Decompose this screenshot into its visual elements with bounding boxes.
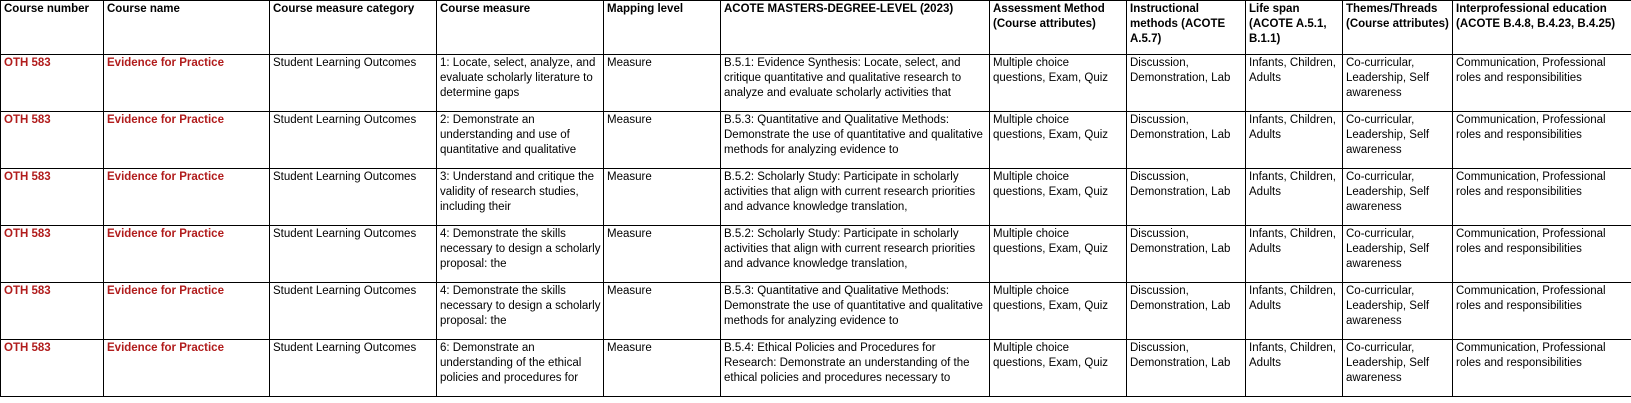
instructional-text: Discussion, Demonstration, Lab [1130,171,1231,198]
category-text: Student Learning Outcomes [273,228,417,240]
assessment-text: Multiple choice questions, Exam, Quiz [993,171,1109,198]
cell-category[interactable] [270,283,437,340]
course-name-text: Evidence for Practice [107,342,224,354]
cell-measure[interactable] [437,112,604,169]
header-life-span[interactable]: Life span (ACOTE A.5.1, B.1.1) [1246,1,1343,55]
cell-mapping-level[interactable] [604,226,721,283]
course-name-text: Evidence for Practice [107,171,224,183]
course-name-text: Evidence for Practice [107,228,224,240]
table-row [1,283,1631,340]
cell-themes[interactable] [1343,226,1453,283]
cell-lifespan[interactable] [1246,112,1343,169]
cell-lifespan[interactable] [1246,340,1343,397]
category-text: Student Learning Outcomes [273,171,417,183]
header-course-measure[interactable]: Course measure [437,1,604,55]
cell-measure[interactable] [437,340,604,397]
mapping-level-text: Measure [607,114,652,126]
cell-instructional[interactable] [1127,340,1246,397]
cell-themes[interactable] [1343,55,1453,112]
cell-assessment[interactable] [990,226,1127,283]
header-assessment-method[interactable]: Assessment Method (Course attributes) [990,1,1127,55]
table-row [1,169,1631,226]
cell-category[interactable] [270,226,437,283]
instructional-text: Discussion, Demonstration, Lab [1130,57,1231,84]
header-acote[interactable]: ACOTE MASTERS-DEGREE-LEVEL (2023) [721,1,990,55]
measure-text: 6: Demonstrate an understanding of the ethical policies and procedures for [440,342,582,384]
themes-text: Co-curricular, Leadership, Self awareness [1346,285,1430,327]
lifespan-text: Infants, Children, Adults [1249,228,1336,255]
course-number-text: OTH 583 [4,342,51,354]
cell-lifespan[interactable] [1246,55,1343,112]
cell-interprofessional[interactable] [1453,169,1631,226]
cell-acote[interactable] [721,283,990,340]
cell-course-name[interactable] [104,226,270,283]
cell-instructional[interactable] [1127,169,1246,226]
cell-acote[interactable] [721,169,990,226]
header-interprofessional-education[interactable]: Interprofessional education (ACOTE B.4.8, B.4.23, B.4.25) [1453,1,1631,55]
themes-text: Co-curricular, Leadership, Self awareness [1346,57,1430,99]
cell-course-number[interactable] [1,340,104,397]
category-text: Student Learning Outcomes [273,285,417,297]
lifespan-text: Infants, Children, Adults [1249,57,1336,84]
themes-text: Co-curricular, Leadership, Self awareness [1346,342,1430,384]
themes-text: Co-curricular, Leadership, Self awareness [1346,228,1430,270]
mapping-level-text: Measure [607,228,652,240]
interprofessional-text: Communication, Professional roles and responsibilities [1456,285,1606,312]
cell-category[interactable] [270,169,437,226]
header-course-name[interactable]: Course name [104,1,270,55]
measure-text: 1: Locate, select, analyze, and evaluate scholarly literature to determine gaps [440,57,596,99]
cell-measure[interactable] [437,283,604,340]
cell-lifespan[interactable] [1246,283,1343,340]
assessment-text: Multiple choice questions, Exam, Quiz [993,57,1109,84]
acote-text: B.5.3: Quantitative and Qualitative Methods: Demonstrate the use of quantitative and qualitative methods for analyzing evidence to [724,114,983,156]
cell-category[interactable] [270,112,437,169]
measure-text: 4: Demonstrate the skills necessary to design a scholarly proposal: the [440,228,601,270]
lifespan-text: Infants, Children, Adults [1249,342,1336,369]
cell-mapping-level[interactable] [604,169,721,226]
instructional-text: Discussion, Demonstration, Lab [1130,285,1231,312]
interprofessional-text: Communication, Professional roles and responsibilities [1456,228,1606,255]
category-text: Student Learning Outcomes [273,57,417,69]
assessment-text: Multiple choice questions, Exam, Quiz [993,342,1109,369]
themes-text: Co-curricular, Leadership, Self awareness [1346,171,1430,213]
cell-instructional[interactable] [1127,226,1246,283]
course-number-text: OTH 583 [4,285,51,297]
cell-acote[interactable] [721,226,990,283]
cell-course-number[interactable] [1,169,104,226]
themes-text: Co-curricular, Leadership, Self awareness [1346,114,1430,156]
interprofessional-text: Communication, Professional roles and responsibilities [1456,171,1606,198]
acote-text: B.5.2: Scholarly Study: Participate in scholarly activities that align with current research priorities and advance knowledge translation, [724,171,976,213]
course-number-text: OTH 583 [4,57,51,69]
cell-mapping-level[interactable] [604,112,721,169]
cell-instructional[interactable] [1127,283,1246,340]
assessment-text: Multiple choice questions, Exam, Quiz [993,285,1109,312]
measure-text: 2: Demonstrate an understanding and use of quantitative and qualitative [440,114,577,156]
header-mapping-level[interactable]: Mapping level [604,1,721,55]
cell-themes[interactable] [1343,283,1453,340]
mapping-level-text: Measure [607,285,652,297]
course-number-text: OTH 583 [4,171,51,183]
cell-interprofessional[interactable] [1453,283,1631,340]
cell-course-number[interactable] [1,112,104,169]
cell-assessment[interactable] [990,55,1127,112]
lifespan-text: Infants, Children, Adults [1249,285,1336,312]
mapping-level-text: Measure [607,57,652,69]
acote-text: B.5.1: Evidence Synthesis: Locate, select, and critique quantitative and qualitative research to analyze and evaluate scholarly activities that [724,57,962,99]
instructional-text: Discussion, Demonstration, Lab [1130,342,1231,369]
interprofessional-text: Communication, Professional roles and responsibilities [1456,114,1606,141]
course-number-text: OTH 583 [4,228,51,240]
cell-course-number[interactable] [1,283,104,340]
assessment-text: Multiple choice questions, Exam, Quiz [993,114,1109,141]
cell-interprofessional[interactable] [1453,226,1631,283]
acote-text: B.5.4: Ethical Policies and Procedures for Research: Demonstrate an understanding of the ethical policies and procedures necessary to [724,342,970,384]
cell-lifespan[interactable] [1246,226,1343,283]
course-name-text: Evidence for Practice [107,285,224,297]
cell-course-name[interactable] [104,283,270,340]
cell-course-number[interactable] [1,55,104,112]
table-row [1,112,1631,169]
cell-instructional[interactable] [1127,112,1246,169]
cell-themes[interactable] [1343,340,1453,397]
mapping-level-text: Measure [607,171,652,183]
cell-interprofessional[interactable] [1453,112,1631,169]
lifespan-text: Infants, Children, Adults [1249,171,1336,198]
table-row [1,340,1631,397]
interprofessional-text: Communication, Professional roles and responsibilities [1456,57,1606,84]
instructional-text: Discussion, Demonstration, Lab [1130,114,1231,141]
cell-lifespan[interactable] [1246,169,1343,226]
cell-acote[interactable] [721,112,990,169]
cell-assessment[interactable] [990,283,1127,340]
interprofessional-text: Communication, Professional roles and responsibilities [1456,342,1606,369]
cell-course-name[interactable] [104,55,270,112]
table-row [1,55,1631,112]
category-text: Student Learning Outcomes [273,342,417,354]
header-instructional-methods[interactable]: Instructional methods (ACOTE A.5.7) [1127,1,1246,55]
header-course-number[interactable]: Course number [1,1,104,55]
cell-mapping-level[interactable] [604,283,721,340]
table-row [1,226,1631,283]
cell-themes[interactable] [1343,112,1453,169]
cell-interprofessional[interactable] [1453,55,1631,112]
cell-measure[interactable] [437,55,604,112]
mapping-level-text: Measure [607,342,652,354]
cell-themes[interactable] [1343,169,1453,226]
acote-text: B.5.2: Scholarly Study: Participate in scholarly activities that align with current research priorities and advance knowledge translation, [724,228,976,270]
cell-category[interactable] [270,55,437,112]
cell-assessment[interactable] [990,169,1127,226]
cell-instructional[interactable] [1127,55,1246,112]
cell-category[interactable] [270,340,437,397]
category-text: Student Learning Outcomes [273,114,417,126]
cell-course-name[interactable] [104,340,270,397]
lifespan-text: Infants, Children, Adults [1249,114,1336,141]
measure-text: 3: Understand and critique the validity of research studies, including their [440,171,595,213]
cell-assessment[interactable] [990,112,1127,169]
cell-interprofessional[interactable] [1453,340,1631,397]
cell-mapping-level[interactable] [604,340,721,397]
course-number-text: OTH 583 [4,114,51,126]
cell-assessment[interactable] [990,340,1127,397]
cell-acote[interactable] [721,55,990,112]
header-row [1,1,1631,55]
cell-course-number[interactable] [1,226,104,283]
cell-mapping-level[interactable] [604,55,721,112]
course-name-text: Evidence for Practice [107,57,224,69]
cell-acote[interactable] [721,340,990,397]
assessment-text: Multiple choice questions, Exam, Quiz [993,228,1109,255]
measure-text: 4: Demonstrate the skills necessary to design a scholarly proposal: the [440,285,601,327]
course-name-text: Evidence for Practice [107,114,224,126]
instructional-text: Discussion, Demonstration, Lab [1130,228,1231,255]
header-themes-threads[interactable]: Themes/Threads (Course attributes) [1343,1,1453,55]
header-course-measure-category[interactable]: Course measure category [270,1,437,55]
cell-measure[interactable] [437,169,604,226]
cell-course-name[interactable] [104,169,270,226]
cell-course-name[interactable] [104,112,270,169]
acote-text: B.5.3: Quantitative and Qualitative Methods: Demonstrate the use of quantitative and qualitative methods for analyzing evidence to [724,285,983,327]
cell-measure[interactable] [437,226,604,283]
